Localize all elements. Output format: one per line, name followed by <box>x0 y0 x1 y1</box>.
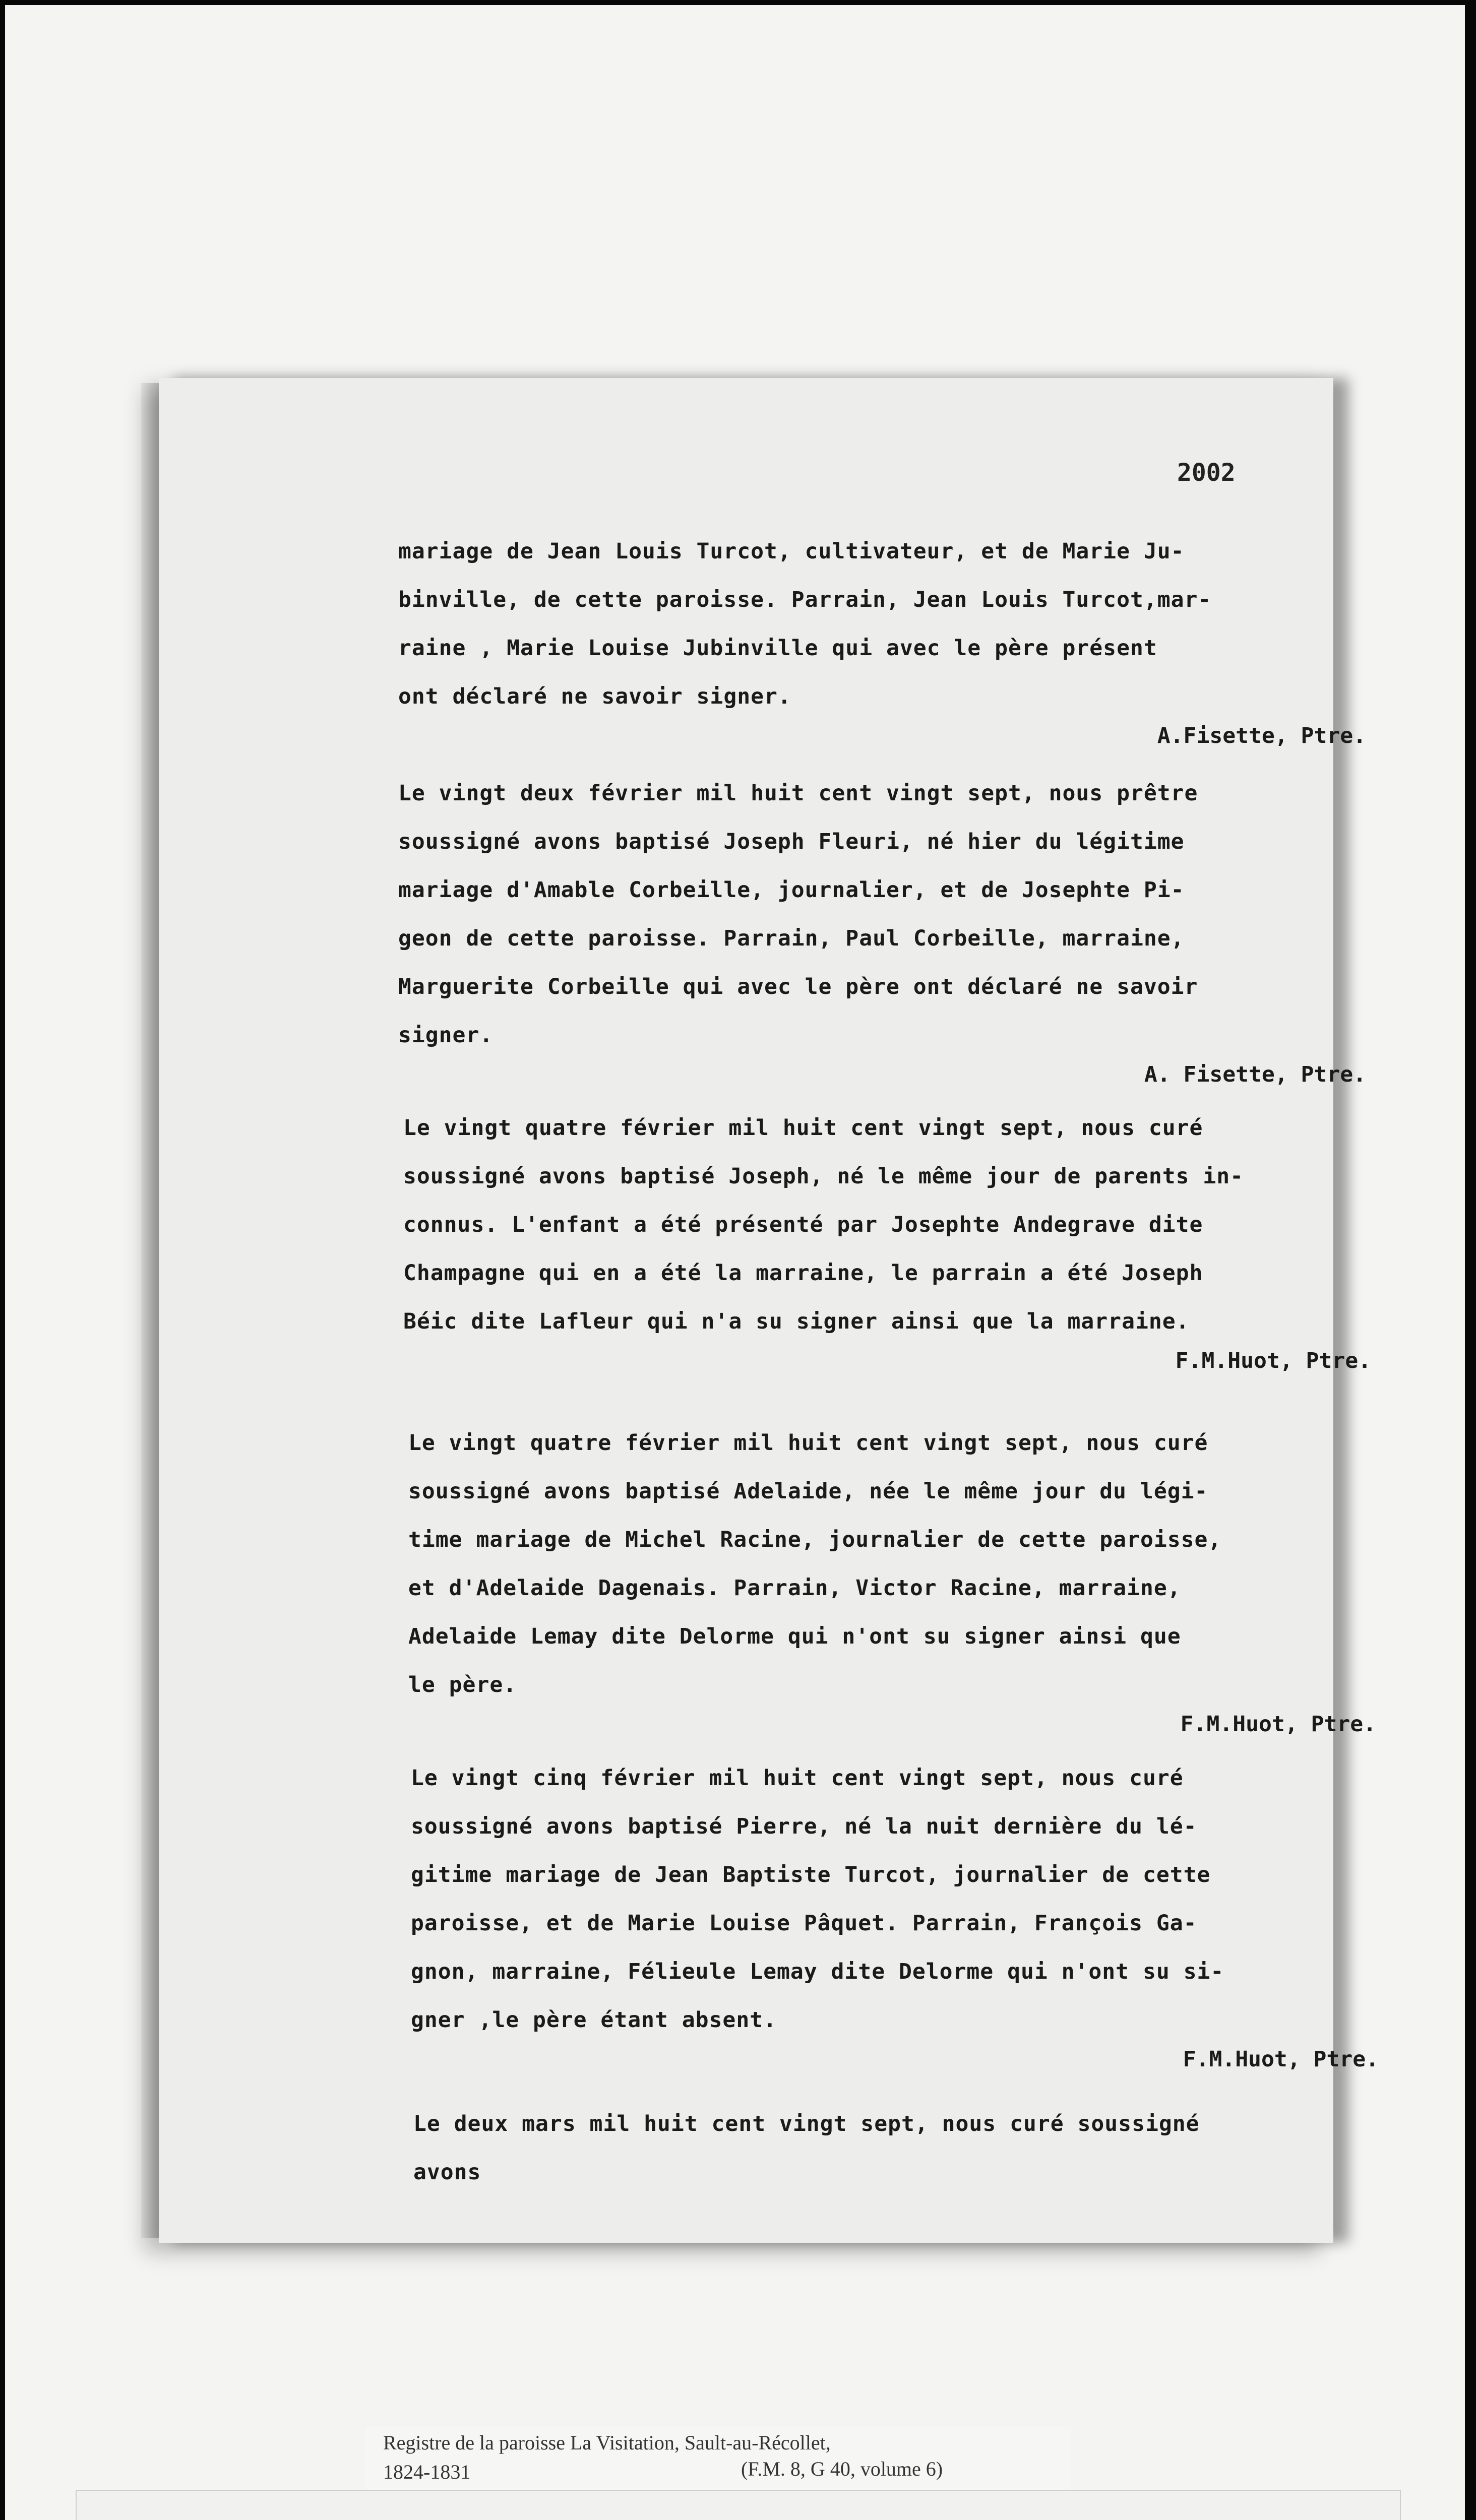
entry-text-line: Le vingt deux février mil huit cent vingt sept, nous prêtre <box>398 781 1198 806</box>
caption-years: 1824-1831 <box>383 2461 471 2483</box>
entry-text-line: geon de cette paroisse. Parrain, Paul Corbeille, marraine, <box>398 926 1185 951</box>
entry-text-line: Le deux mars mil huit cent vingt sept, nous curé soussigné <box>413 2111 1200 2136</box>
baptism-entry <box>408 1419 1391 1739</box>
entry-text-line: Le vingt quatre février mil huit cent vingt sept, nous curé <box>403 1115 1203 1141</box>
priest-signature: F.M.Huot, Ptre. <box>1175 1348 1371 1373</box>
priest-signature: F.M.Huot, Ptre. <box>1183 2047 1379 2072</box>
baptism-entry <box>398 769 1381 1090</box>
entry-text-line: gner ,le père étant absent. <box>411 2007 777 2033</box>
entry-text-line: Béic dite Lafleur qui n'a su signer ainsi que la marraine. <box>403 1309 1190 1334</box>
entry-text-line: et d'Adelaide Dagenais. Parrain, Victor Racine, marraine, <box>408 1576 1181 1601</box>
archive-caption <box>365 2427 1071 2492</box>
entry-text-line: Adelaide Lemay dite Delorme qui n'ont su signer ainsi que <box>408 1624 1181 1649</box>
priest-signature: A.Fisette, Ptre. <box>1157 723 1366 748</box>
entry-text-line: binville, de cette paroisse. Parrain, Jean Louis Turcot,mar- <box>398 587 1212 612</box>
caption-reference: (F.M. 8, G 40, volume 6) <box>741 2458 943 2480</box>
entry-text-line: ont déclaré ne savoir signer. <box>398 684 791 709</box>
entry-text-line: paroisse, et de Marie Louise Pâquet. Parrain, François Ga- <box>411 1911 1197 1936</box>
entry-text-line: Marguerite Corbeille qui avec le père ont déclaré ne savoir <box>398 974 1198 999</box>
entry-text-line: gnon, marraine, Félieule Lemay dite Delorme qui n'ont su si- <box>411 1959 1224 1984</box>
entry-text-line: soussigné avons baptisé Pierre, né la nuit dernière du lé- <box>411 1814 1197 1839</box>
entry-text-line: Champagne qui en a été la marraine, le parrain a été Joseph <box>403 1261 1203 1286</box>
baptism-entry <box>398 527 1381 751</box>
page-number: 2002 <box>1177 459 1236 487</box>
entry-text-line: le père. <box>408 1672 517 1697</box>
entry-text-line: time mariage de Michel Racine, journalier de cette paroisse, <box>408 1527 1222 1552</box>
entry-text-line: Le vingt quatre février mil huit cent vingt sept, nous curé <box>408 1430 1208 1456</box>
entry-text-line: soussigné avons baptisé Adelaide, née le même jour du légi- <box>408 1479 1208 1504</box>
caption-register-title: Registre de la paroisse La Visitation, Sault-au-Récollet, <box>383 2431 831 2454</box>
entry-text-line: soussigné avons baptisé Joseph Fleuri, né hier du légitime <box>398 829 1185 854</box>
entry-text-line: raine , Marie Louise Jubinville qui avec le père présent <box>398 636 1157 661</box>
priest-signature: A. Fisette, Ptre. <box>1144 1062 1366 1087</box>
entry-text-line: soussigné avons baptisé Joseph, né le même jour de parents in- <box>403 1164 1244 1189</box>
entry-text-line: connus. L'enfant a été présenté par Josephte Andegrave dite <box>403 1212 1203 1237</box>
entry-text-line: signer. <box>398 1023 494 1048</box>
entry-text-line: mariage de Jean Louis Turcot, cultivateur, et de Marie Ju- <box>398 539 1185 564</box>
archive-card <box>76 2490 1401 2520</box>
baptism-entry <box>413 2100 1396 2196</box>
entry-text-line: gitime mariage de Jean Baptiste Turcot, journalier de cette <box>411 1862 1211 1887</box>
entry-text-line: mariage d'Amable Corbeille, journalier, et de Josephte Pi- <box>398 877 1185 903</box>
baptism-entry <box>411 1754 1394 2074</box>
priest-signature: F.M.Huot, Ptre. <box>1180 1712 1376 1737</box>
entry-text-line: avons <box>413 2160 481 2185</box>
entry-text-line: Le vingt cinq février mil huit cent vingt sept, nous curé <box>411 1766 1184 1791</box>
baptism-entry <box>403 1104 1386 1376</box>
